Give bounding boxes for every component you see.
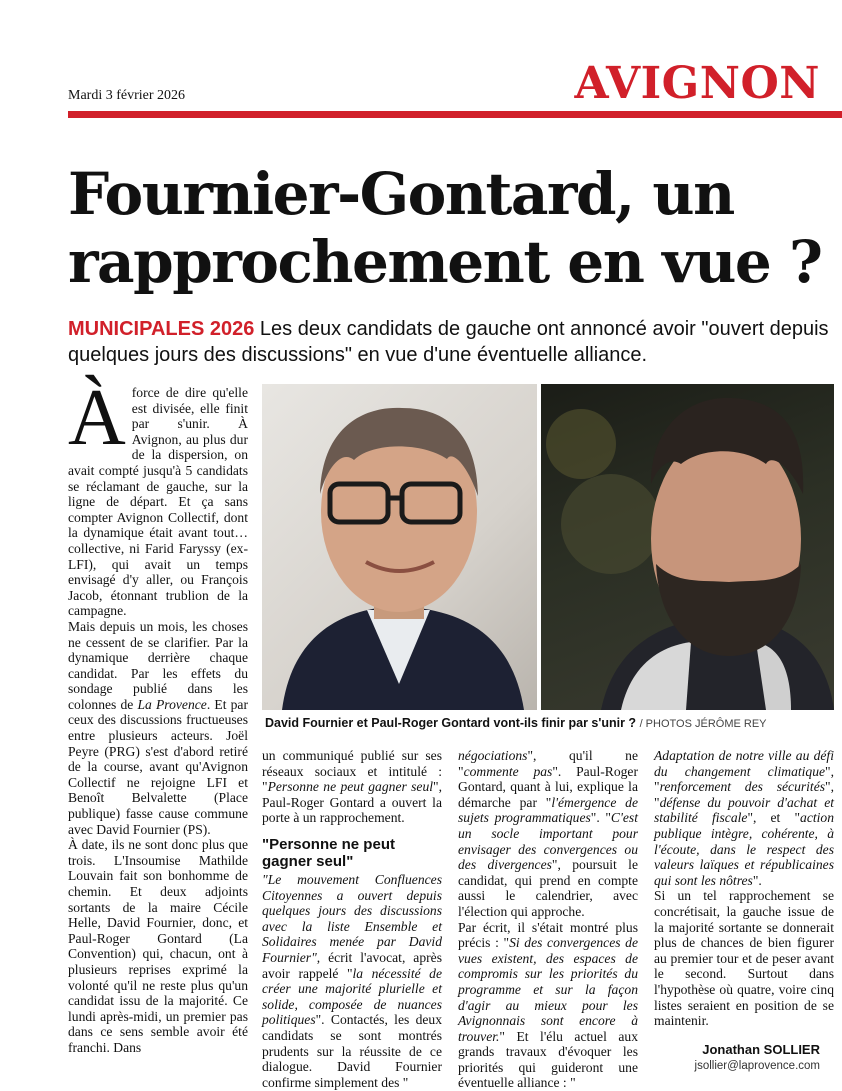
paragraph-6-text-d: ", ": [654, 779, 834, 810]
newspaper-name: La Provence: [137, 696, 207, 712]
photo-paul-roger-gontard: [541, 384, 834, 710]
quote-1: "Le mouvement Confluences Citoyennes a ouvert depuis quelques jours des discussions avec la liste Ensemble et Solidaires menée par David Fournier": [262, 871, 442, 965]
quote-3: négociations: [458, 748, 528, 763]
photo-credit: / PHOTOS JÉRÔME REY: [639, 718, 767, 730]
quote-8: Adaptation de notre ville au défi du changement climatique: [654, 748, 834, 779]
photo-block: [262, 384, 834, 710]
portrait-gontard-icon: [541, 384, 834, 710]
paragraph-2-text-a: Mais depuis un mois, les choses ne cessent de se clarifier. Par la dynamique derrière chaque candidat. Par les effets du sondage publié dans les colonnes de: [68, 618, 248, 712]
column-1: [68, 374, 248, 1056]
author: Jonathan SOLLIER: [702, 1042, 820, 1057]
paragraph-5-text-b: ". Contactés, les deux candidats se sont montrés prudents sur la réussite de ce dialogue. David Fournier confirme simplement des ": [262, 1012, 442, 1090]
author-email[interactable]: jsollier@laprovence.com: [694, 1060, 820, 1072]
paragraph-6-text-c: ", ": [654, 763, 834, 795]
quote-5: l'émergence de sujets programmatiques: [458, 794, 638, 826]
kicker: MUNICIPALES 2026: [68, 318, 255, 340]
paragraph-4-quote: Personne ne peut gagner seul: [267, 779, 434, 795]
paragraph-2-text-b: . Et par ceux des discussions fructueuses entre plusieurs acteurs. Joël Peyre (PRG) s'est d'abord retiré de la course, avant qu'Avignon Collectif ne rejoigne LFI et Benoît Belvalette (Place publique) fasse cause commune avec David Fournier (PS).: [68, 696, 248, 837]
paragraph-5-cont: [458, 748, 638, 920]
paragraph-4-text-a: un communiqué publié sur ses réseaux sociaux et intitulé : ": [262, 748, 442, 795]
paragraph-6-text-b: " Et l'élu actuel aux grands travaux d'évoquer les priorités qui guideront une éventuelle alliance : ": [458, 1028, 638, 1091]
quote-4: commente pas: [463, 763, 553, 779]
paragraph-2: [68, 619, 248, 837]
date: Mardi 3 février 2026: [68, 88, 186, 103]
header-rule: [68, 111, 842, 118]
paragraph-6-text-f: ".: [752, 872, 762, 888]
paragraph-5-text-a: , écrit l'avocat, après avoir rappelé ": [262, 949, 442, 981]
quote-7: Si des convergences de vues existent, des espaces de compromis sur les priorités du programme et sur la façon d'agir au mieux pour les Avignonnais sont encore à trouver.: [458, 935, 638, 1044]
paragraph-5-text-e: ". ": [590, 810, 611, 826]
quote-6: C'est un socle important pour envisager des convergences ou des divergences: [458, 810, 638, 873]
photo-david-fournier: [262, 384, 537, 710]
paragraph-6-cont: [654, 748, 834, 888]
paragraph-4: [262, 748, 442, 826]
photo-caption: [265, 716, 837, 730]
paragraph-4-text-b: ", Paul-Roger Gontard a ouvert la porte à un rapprochement.: [262, 779, 442, 826]
paragraph-6: [458, 920, 638, 1091]
paragraph-7: Si un tel rapprochement se concrétisait, la gauche issue de la majorité sortante se donnerait plus de chances de bien figurer au premier tour et de peser avant le second. Surtout dans l'hypothèse où quatre, voire cinq listes seraient en position de se maintenir.: [654, 888, 834, 1029]
paragraph-3: À date, ils ne sont donc plus que trois. L'Insoumise Mathilde Louvain fait son bonhomme de chemin. Et deux adjoints sortants de la maire Cécile Helle, David Fournier, donc, et Paul-Roger Gontard (La Convention) qui, chacun, ont à plusieurs reprises exprimé la volonté qu'il ne reste plus qu'un candidat issu de la majorité. Ce lundi après-midi, un premier pas dans ce sens semble avoir été franchi. Dans: [68, 837, 248, 1055]
paragraph-5: [262, 872, 442, 1090]
paragraph-6-text-e: ", et ": [747, 810, 801, 826]
column-3: [458, 748, 638, 1091]
caption-text: David Fournier et Paul-Roger Gontard vont-ils finir par s'unir ?: [265, 716, 637, 730]
quote-11: action publique intègre, cohérente, à l'écoute, dans le respect des valeurs laïques et républicaines qui sont les nôtres: [654, 810, 835, 888]
chapo: [68, 316, 838, 368]
section-title: AVIGNON: [574, 58, 820, 109]
column-2: [262, 748, 442, 1090]
paragraph-5-text-d: ". Paul-Roger Gontard, quant à lui, explique la démarche par ": [458, 763, 638, 810]
portrait-fournier-icon: [262, 384, 537, 710]
paragraph-1: [68, 374, 248, 619]
quote-10: défense du pouvoir d'achat et stabilité fiscale: [654, 794, 834, 826]
paragraph-5-text-c: ", qu'il ne ": [458, 748, 638, 779]
paragraph-5-text-f: ", poursuit le candidat, qui prend en compte aussi le calendrier, avec l'élection qui approche.: [458, 857, 638, 919]
quote-2: la nécessité de créer une majorité plurielle et solide, composée de nuances politiques: [262, 965, 442, 1028]
dropcap: À: [68, 374, 126, 462]
quote-9: renforcement des sécurités: [659, 779, 826, 795]
paragraph-1-text: force de dire qu'elle est divisée, elle finit par s'unir. À Avignon, au plus dur de la dispersion, on avait compté jusqu'à 5 candidats se réclamant de gauche, sur la ligne de départ. Et ça sans compter Avignon Collectif, dont la dynamique était avant tout… collective, ni Farid Faryssy (ex-LFI), qui avait un temps envisagé d'y aller, ou François Jacob, étonnant trublion de la campagne.: [68, 385, 248, 619]
chapo-text: Les deux candidats de gauche ont annoncé avoir "ouvert depuis quelques jours des discussions" en vue d'une éventuelle alliance.: [68, 318, 829, 366]
column-4: [654, 748, 834, 1029]
headline: Fournier-Gontard, un rapprochement en vue ?: [68, 160, 822, 296]
paragraph-6-text-a: Par écrit, il s'était montré plus précis : ": [458, 919, 638, 951]
subheading: "Personne ne peut gagner seul": [262, 835, 395, 870]
